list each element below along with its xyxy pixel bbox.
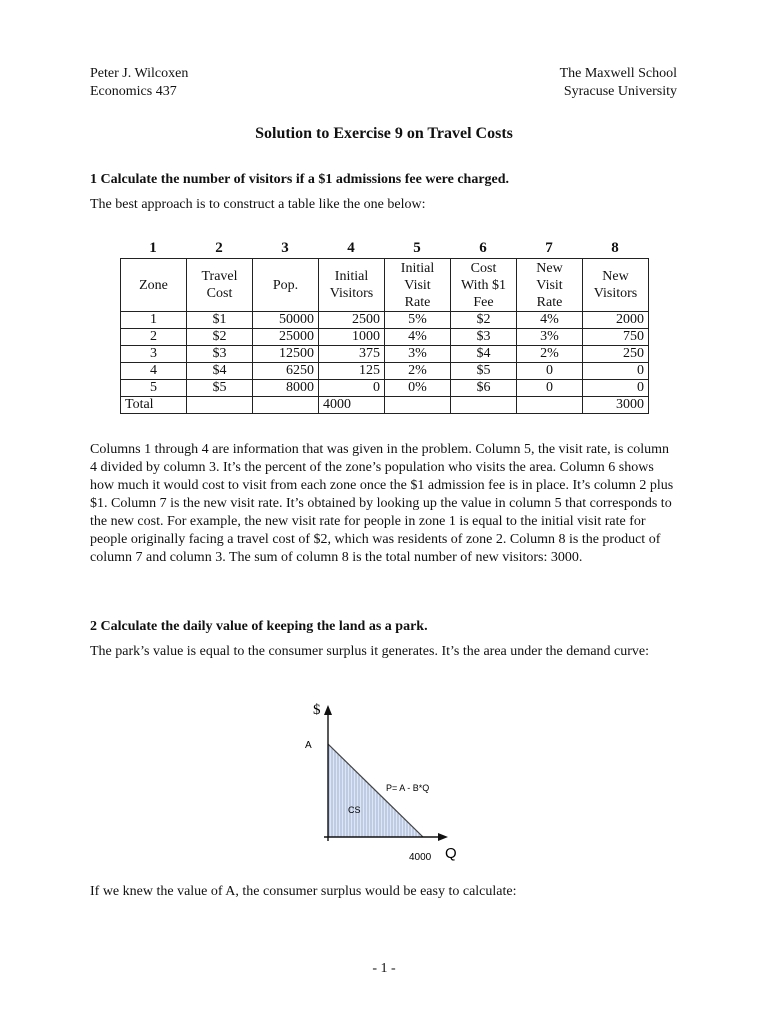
table-cell: 8000 (253, 380, 319, 397)
question-1-intro: The best approach is to construct a table like the one below: (90, 197, 426, 212)
table-cell: 0 (319, 380, 385, 397)
page-number: - 1 - (372, 961, 396, 976)
table-cell: 4 (121, 363, 187, 380)
header-initial-visit-rate: Initial Visit Rate (385, 259, 451, 312)
total-new-visitors: 3000 (583, 397, 649, 414)
x-intercept-label: 4000 (409, 852, 432, 863)
header-new-visitors: New Visitors (583, 259, 649, 312)
table-cell: $2 (451, 312, 517, 329)
travel-cost-table (120, 258, 649, 414)
curve-label: P= A - B*Q (386, 783, 430, 793)
table-cell: 0 (517, 363, 583, 380)
table-cell: 2 (121, 329, 187, 346)
table-cell (385, 397, 451, 414)
table-cell: 750 (583, 329, 649, 346)
header-zone: Zone (121, 259, 187, 312)
header-initial-visitors: Initial Visitors (319, 259, 385, 312)
table-cell: 25000 (253, 329, 319, 346)
closing-paragraph: If we knew the value of A, the consumer surplus would be easy to calculate: (90, 884, 517, 899)
course-name: Economics 437 (90, 84, 177, 99)
table-cell: 2000 (583, 312, 649, 329)
column-number: 2 (215, 240, 223, 256)
question-1-explanation: Columns 1 through 4 are information that was given in the problem. Column 5, the visit rate, is column 4 divided by column 3. It’s the percent of the zone’s population who visits the area. Column 6 shows how much it would cost to visit from each zone once the $1 admission fee is in place. It’s column 2 plus $1. Column 7 is the new visit rate. It’s obtained by looking up the value in column 5 that corresponds to the new cost. For example, the new visit rate for people in zone 1 is equal to the initial visit rate for people originally facing a travel cost of $2, which was residents of zone 2. Column 8 is the product of column 7 and column 3. The sum of column 8 is the total number of new visitors: 3000. (90, 442, 674, 565)
column-number: 1 (149, 240, 157, 256)
table-cell: 0% (385, 380, 451, 397)
table-total-row (121, 397, 649, 414)
table-cell: 12500 (253, 346, 319, 363)
column-number: 7 (545, 240, 553, 256)
table-cell: 2% (517, 346, 583, 363)
table-cell: $3 (187, 346, 253, 363)
table-cell: $6 (451, 380, 517, 397)
table-cell: 6250 (253, 363, 319, 380)
total-initial-visitors: 4000 (319, 397, 385, 414)
table-cell: 4% (385, 329, 451, 346)
header-travel-cost: Travel Cost (187, 259, 253, 312)
table-cell: 3 (121, 346, 187, 363)
table-cell: 0 (583, 380, 649, 397)
author-name: Peter J. Wilcoxen (90, 66, 189, 81)
table-cell (253, 397, 319, 414)
table-cell: 2500 (319, 312, 385, 329)
header-pop: Pop. (253, 259, 319, 312)
table-cell: 0 (517, 380, 583, 397)
column-number: 6 (479, 240, 487, 256)
question-1-heading: 1 Calculate the number of visitors if a $1 admissions fee were charged. (90, 172, 510, 187)
table-cell: 2% (385, 363, 451, 380)
table-header-row (121, 259, 649, 312)
total-label: Total (121, 397, 187, 414)
table-cell: $1 (187, 312, 253, 329)
page-title: Solution to Exercise 9 on Travel Costs (255, 125, 513, 142)
table-cell (451, 397, 517, 414)
column-numbers (120, 240, 650, 258)
table-row (121, 380, 649, 397)
y-axis-label: $ (313, 702, 321, 718)
institution-block (560, 65, 677, 101)
table-cell: 0 (583, 363, 649, 380)
x-axis-label: Q (445, 845, 457, 862)
column-number: 3 (281, 240, 289, 256)
column-number: 5 (413, 240, 421, 256)
table-cell: $5 (451, 363, 517, 380)
author-block (90, 65, 188, 101)
school-name: The Maxwell School (559, 66, 677, 81)
table-cell: 5% (385, 312, 451, 329)
table-cell: $5 (187, 380, 253, 397)
table-cell: 1000 (319, 329, 385, 346)
table-row (121, 312, 649, 329)
table-cell: 125 (319, 363, 385, 380)
table-row (121, 329, 649, 346)
table-cell: $4 (187, 363, 253, 380)
table-cell: 1 (121, 312, 187, 329)
table-row (121, 363, 649, 380)
y-axis-arrow (324, 705, 332, 715)
table-cell (517, 397, 583, 414)
intercept-label: A (305, 740, 312, 751)
university-name: Syracuse University (563, 84, 677, 99)
table-cell: 5 (121, 380, 187, 397)
table-cell: 250 (583, 346, 649, 363)
table-cell (187, 397, 253, 414)
consumer-surplus-label: CS (348, 805, 361, 815)
question-2-intro: The park’s value is equal to the consumer surplus it generates. It’s the area under the demand curve: (90, 644, 650, 659)
column-number: 8 (611, 240, 619, 256)
table-cell: 375 (319, 346, 385, 363)
table-cell: 4% (517, 312, 583, 329)
table-cell: $4 (451, 346, 517, 363)
table-cell: 3% (385, 346, 451, 363)
table-cell: 50000 (253, 312, 319, 329)
table-cell: $2 (187, 329, 253, 346)
header-cost-with-fee: Cost With $1 Fee (451, 259, 517, 312)
column-number: 4 (347, 240, 355, 256)
table-cell: $3 (451, 329, 517, 346)
header-new-visit-rate: New Visit Rate (517, 259, 583, 312)
demand-curve-graph (295, 695, 475, 870)
table-row (121, 346, 649, 363)
x-axis-arrow (438, 833, 448, 841)
question-2-heading: 2 Calculate the daily value of keeping the land as a park. (90, 619, 428, 634)
table-cell: 3% (517, 329, 583, 346)
